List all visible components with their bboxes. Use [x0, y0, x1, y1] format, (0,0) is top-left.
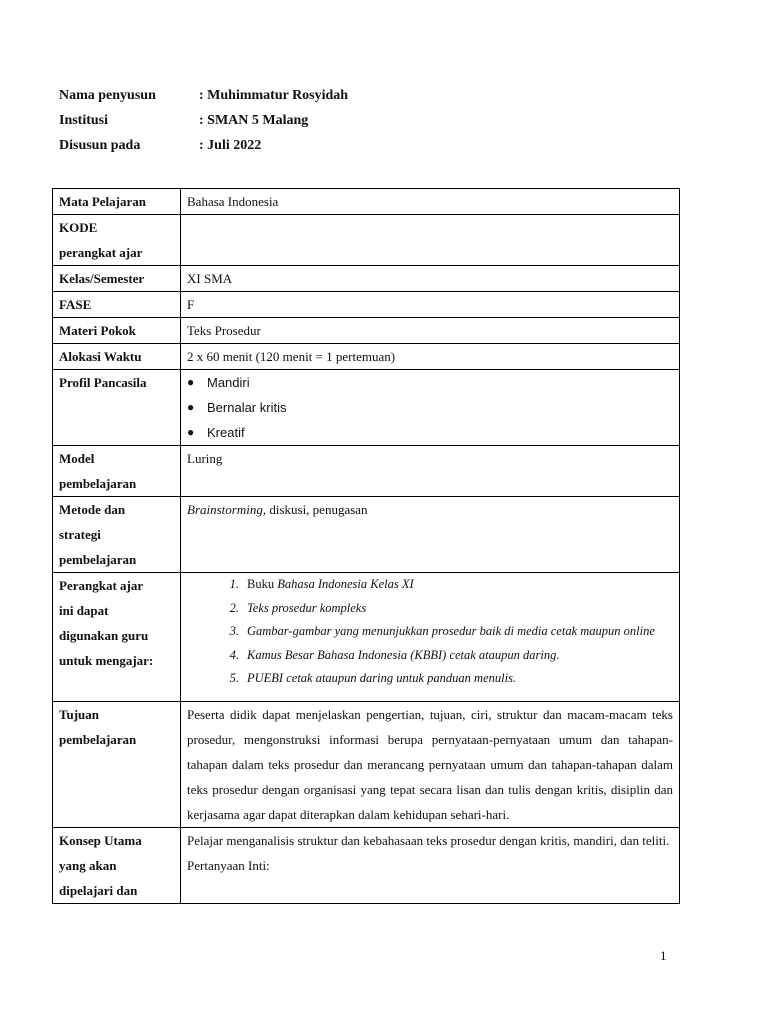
header-row-disusun [59, 136, 699, 161]
row-value [181, 573, 680, 702]
row-label-line: Model [59, 451, 95, 466]
row-label-line: digunakan guru [59, 628, 149, 643]
row-label-line: untuk mengajar: [59, 653, 154, 668]
table-row [53, 215, 680, 266]
row-value: Peserta didik dapat menjelaskan pengertian, tujuan, ciri, struktur dan macam-macam teks prosedur, mengonstruksi informasi berupa pernyataan-pernyataan umum dan tahapan-tahapan dalam teks prosedur dan merancang pernyataan umum dan tahapan-tahapan dalam teks prosedur dengan organisasi yang tepat secara lisan dan tulis dengan kritis, disiplin dan kerjasama agar dapat diterapkan dalam kehidupan sehari-hari. [181, 701, 680, 827]
row-label-line: ini dapat [59, 603, 109, 618]
row-value: 2 x 60 menit (120 menit = 1 pertemuan) [181, 344, 680, 370]
page-number: 1 [660, 948, 667, 963]
header-value: : SMAN 5 Malang [199, 113, 309, 128]
row-label: Mata Pelajaran [53, 189, 181, 215]
list-item-text: Mandiri [207, 375, 250, 390]
row-label [53, 446, 181, 497]
row-label-line: pembelajaran [59, 552, 137, 567]
row-value: Teks Prosedur [181, 318, 680, 344]
header-row-penyusun [59, 86, 699, 111]
row-value [181, 497, 680, 573]
row-value: Luring [181, 446, 680, 497]
list-item [187, 667, 673, 691]
table-row [53, 446, 680, 497]
row-label-line: yang akan [59, 857, 117, 873]
list-item [187, 420, 673, 445]
header-label: Institusi [59, 113, 109, 128]
list-item-text: Bernalar kritis [207, 400, 287, 415]
list-item-text [247, 573, 673, 597]
list-item [187, 620, 673, 644]
list-item-text: Kamus Besar Bahasa Indonesia (KBBI) cetak ataupun daring. [247, 647, 560, 662]
list-number: 5. [229, 671, 239, 685]
bullet-icon: ● [187, 425, 195, 439]
list-item [187, 644, 673, 668]
header-row-institusi [59, 111, 699, 136]
row-value [181, 215, 680, 266]
row-label: Profil Pancasila [53, 370, 181, 446]
row-label [53, 827, 181, 903]
row-label: Alokasi Waktu [53, 344, 181, 370]
list-item-text: Teks prosedur kompleks [247, 600, 367, 615]
header-value: : Juli 2022 [199, 138, 262, 153]
row-label: FASE [53, 292, 181, 318]
list-item-text: PUEBI cetak ataupun daring untuk panduan menulis. [247, 671, 517, 685]
row-label-line: Perangkat ajar [59, 578, 144, 593]
row-label-line: pembelajaran [59, 731, 137, 747]
row-value [181, 827, 680, 903]
table-row [53, 573, 680, 702]
list-item [187, 597, 673, 621]
row-label-line: strategi [59, 527, 101, 542]
document-header [59, 86, 699, 161]
row-value-line: Pelajar menganalisis struktur dan kebahasaan teks prosedur dengan kritis, mandiri, dan teliti. [187, 832, 670, 848]
list-number: 1. [229, 577, 239, 591]
table-row [53, 292, 680, 318]
row-label [53, 701, 181, 827]
list-item [187, 573, 673, 597]
header-label: Disusun pada [59, 138, 141, 153]
table-row [53, 266, 680, 292]
header-value: : Muhimmatur Rosyidah [199, 88, 349, 103]
row-label: Materi Pokok [53, 318, 181, 344]
row-value-line: Pertanyaan Inti: [187, 857, 270, 873]
header-label: Nama penyusun [59, 88, 156, 103]
row-label: Kelas/Semester [53, 266, 181, 292]
emphasis-text: Brainstorming, [187, 502, 267, 517]
row-label-line: pembelajaran [59, 476, 137, 491]
list-number: 4. [229, 647, 239, 662]
list-item-title: Bahasa Indonesia Kelas XI [277, 577, 414, 591]
row-label-line: perangkat ajar [59, 245, 143, 260]
table-row [53, 189, 680, 215]
bullet-icon: ● [187, 375, 195, 389]
row-value [181, 370, 680, 446]
row-label [53, 573, 181, 702]
profil-list [187, 370, 673, 445]
table-row [53, 827, 680, 903]
table-row [53, 318, 680, 344]
row-label-line: Konsep Utama [59, 832, 142, 848]
row-label-line: Metode dan [59, 502, 126, 517]
row-label [53, 215, 181, 266]
list-item [187, 370, 673, 395]
list-item-text: Gambar-gambar yang menunjukkan prosedur baik di media cetak maupun online [247, 624, 655, 638]
row-value: Bahasa Indonesia [181, 189, 680, 215]
table-row [53, 701, 680, 827]
perangkat-list [187, 573, 673, 701]
list-number: 2. [229, 600, 239, 615]
row-label-line: Tujuan [59, 706, 99, 722]
table-row [53, 497, 680, 573]
list-item-prefix: Buku [247, 577, 278, 591]
list-number: 3. [229, 624, 239, 638]
row-label-line: KODE [59, 220, 98, 235]
row-value: F [181, 292, 680, 318]
lesson-plan-table [52, 188, 680, 904]
row-value-text: diskusi, penugasan [266, 502, 368, 517]
row-label-line: dipelajari dan [59, 882, 138, 898]
list-item [187, 395, 673, 420]
bullet-icon: ● [187, 400, 195, 414]
row-value: XI SMA [181, 266, 680, 292]
table-row [53, 344, 680, 370]
list-item-text: Kreatif [207, 425, 245, 440]
row-label [53, 497, 181, 573]
table-row [53, 370, 680, 446]
